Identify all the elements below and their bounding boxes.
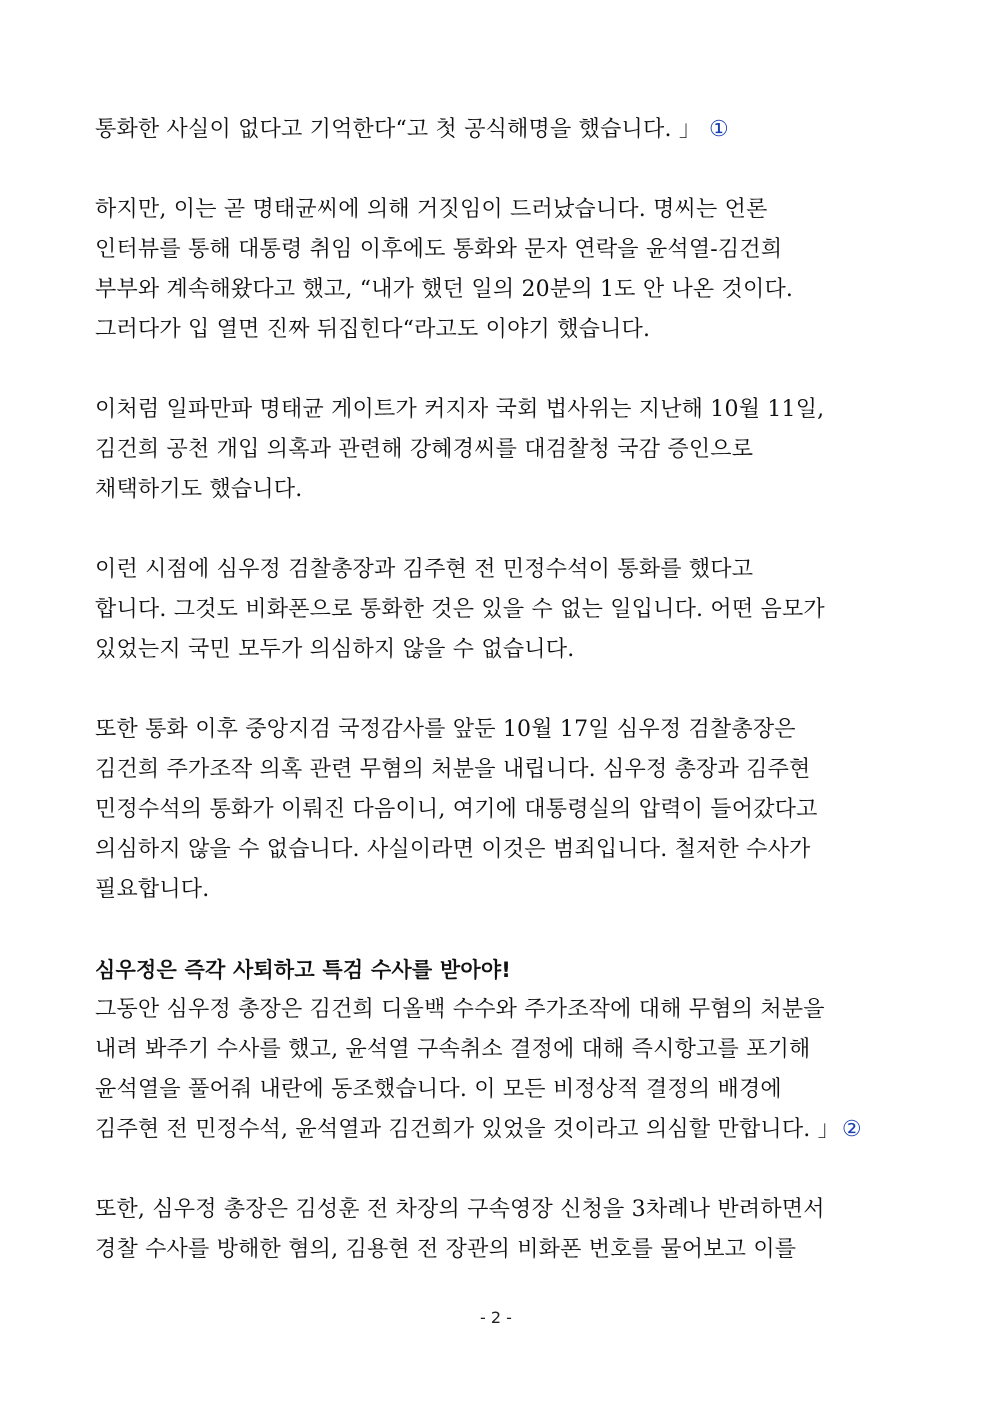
footnote-marker-1: ①	[709, 117, 729, 142]
paragraph-4-line-2: 합니다. 그것도 비화폰으로 통화한 것은 있을 수 없는 일입니다. 어떤 음모가	[95, 597, 825, 622]
footnote-marker-2: ②	[841, 1117, 862, 1142]
paragraph-5-line-3: 민정수석의 통화가 이뤄진 다음이니, 여기에 대통령실의 압력이 들어갔다고	[95, 797, 818, 822]
paragraph-6-line-2: 내려 봐주기 수사를 했고, 윤석열 구속취소 결정에 대해 즉시항고를 포기해	[95, 1037, 811, 1062]
paragraph-6-line-3: 윤석열을 풀어줘 내란에 동조했습니다. 이 모든 비정상적 결정의 배경에	[95, 1077, 782, 1102]
paragraph-6-line-4	[95, 1115, 862, 1145]
paragraph-7-line-2: 경찰 수사를 방해한 혐의, 김용현 전 장관의 비화폰 번호를 물어보고 이를	[95, 1237, 797, 1262]
paragraph-2-line-4: 그러다가 입 열면 진짜 뒤집힌다“라고도 이야기 했습니다.	[95, 317, 651, 342]
text-line: 김주현 전 민정수석, 윤석열과 김건희가 있었을 것이라고 의심할 만합니다. 」	[95, 1117, 840, 1142]
paragraph-2-line-2: 인터뷰를 통해 대통령 취임 이후에도 통화와 문자 연락을 윤석열-김건희	[95, 237, 783, 262]
page-number: - 2 -	[480, 1308, 512, 1327]
section-heading: 심우정은 즉각 사퇴하고 특검 수사를 받아야!	[95, 958, 512, 982]
paragraph-5-line-2: 김건희 주가조작 의혹 관련 무혐의 처분을 내립니다. 심우정 총장과 김주현	[95, 757, 811, 782]
paragraph-1-line-1	[95, 115, 729, 145]
paragraph-5-line-1: 또한 통화 이후 중앙지검 국정감사를 앞둔 10월 17일 심우정 검찰총장은	[95, 717, 796, 742]
paragraph-6-line-1: 그동안 심우정 총장은 김건희 디올백 수수와 주가조작에 대해 무혐의 처분을	[95, 997, 825, 1022]
paragraph-2-line-3: 부부와 계속해왔다고 했고, “내가 했던 일의 20분의 1도 안 나온 것이다.	[95, 277, 794, 302]
paragraph-2-line-1: 하지만, 이는 곧 명태균씨에 의해 거짓임이 드러났습니다. 명씨는 언론	[95, 197, 768, 222]
paragraph-3-line-1: 이처럼 일파만파 명태균 게이트가 커지자 국회 법사위는 지난해 10월 11일,	[95, 397, 825, 422]
paragraph-4-line-1: 이런 시점에 심우정 검찰총장과 김주현 전 민정수석이 통화를 했다고	[95, 557, 754, 582]
paragraph-5-line-5: 필요합니다.	[95, 877, 210, 902]
text-line: 통화한 사실이 없다고 기억한다“고 첫 공식해명을 했습니다. 」	[95, 117, 702, 142]
paragraph-3-line-2: 김건희 공천 개입 의혹과 관련해 강혜경씨를 대검찰청 국감 증인으로	[95, 437, 754, 462]
paragraph-3-line-3: 채택하기도 했습니다.	[95, 477, 303, 502]
paragraph-7-line-1: 또한, 심우정 총장은 김성훈 전 차장의 구속영장 신청을 3차례나 반려하면서	[95, 1197, 825, 1222]
paragraph-4-line-3: 있었는지 국민 모두가 의심하지 않을 수 없습니다.	[95, 637, 575, 662]
paragraph-5-line-4: 의심하지 않을 수 없습니다. 사실이라면 이것은 범죄입니다. 철저한 수사가	[95, 837, 811, 862]
